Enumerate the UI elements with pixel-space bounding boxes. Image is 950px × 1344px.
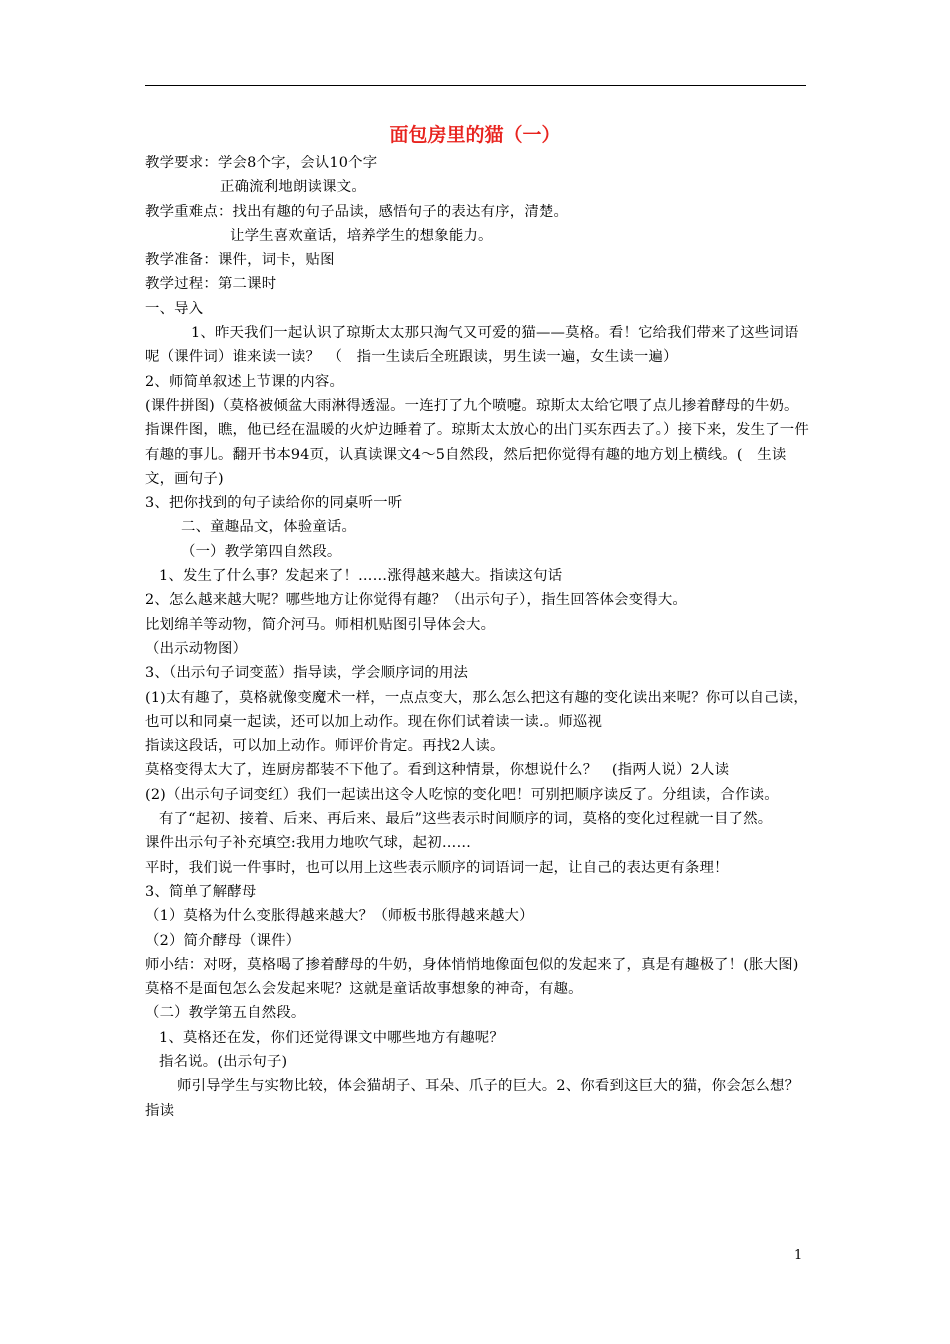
paragraph: 莫格变得太大了，连厨房都装不下他了。看到这种情景，你想说什么？ (指两人说）2人读 — [145, 762, 730, 779]
paragraph: 教学过程：第二课时 — [145, 276, 277, 293]
paragraph: 1、莫格还在发，你们还觉得课文中哪些地方有趣呢？ — [159, 1029, 504, 1046]
paragraph: （1）莫格为什么变胀得越来越大？（师板书胀得越来越大） — [145, 908, 534, 925]
paragraph: （一）教学第四自然段。 — [181, 543, 342, 560]
paragraph: （2）简介酵母（课件） — [145, 932, 301, 949]
paragraph: 3、简单了解酵母 — [145, 883, 257, 900]
paragraph: (2)（出示句子词变红）我们一起读出这令人吃惊的变化吧！可别把顺序读反了。分组读，合作读。 — [145, 786, 779, 803]
document-body — [145, 151, 810, 1123]
paragraph: 2、怎么越来越大呢？哪些地方让你觉得有趣？（出示句子），指生回答体会变得大。 — [145, 592, 688, 609]
paragraph: （出示动物图） — [145, 640, 248, 657]
paragraph: 平时，我们说一件事时，也可以用上这些表示顺序的词语词一起，让自己的表达更有条理！ — [145, 859, 729, 876]
paragraph: (1)太有趣了，莫格就像变魔术一样，一点点变大，那么怎么把这有趣的变化读出来呢？你可以自己读，也可以和同桌一起读，还可以加上动作。现在你们试着读一读.。师巡视 — [145, 689, 808, 730]
paragraph: 师引导学生与实物比较，体会猫胡子、耳朵、爪子的巨大。2、你看到这巨大的猫，你会怎么想？指读 — [145, 1078, 800, 1119]
paragraph: 让学生喜欢童话，培养学生的想象能力。 — [230, 227, 493, 244]
paragraph: 3、把你找到的句子读给你的同桌听一听 — [145, 495, 403, 512]
paragraph: 比划绵羊等动物，简介河马。师相机贴图引导体会大。 — [145, 616, 496, 633]
paragraph: (课件拼图)（莫格被倾盆大雨淋得透湿。一连打了九个喷嚏。琼斯太太给它喂了点儿掺着酵母的牛奶。指课件图，瞧，他已经在温暖的火炉边睡着了。琼斯太太放心的出门买东西去了。）接下来，发生了一件有趣的事儿。翻开书本94页，认真读课文4～5自然段，然后把你觉得有趣的地方划上横线。( 生读文，画句子) — [145, 397, 809, 487]
paragraph: 师小结：对呀，莫格喝了掺着酵母的牛奶，身体悄悄地像面包似的发起来了，真是有趣极了！(胀大图) — [145, 956, 799, 973]
paragraph: 1、昨天我们一起认识了琼斯太太那只淘气又可爱的猫——莫格。看！它给我们带来了这些词语呢（课件词）谁来读一读？ （ 指一生读后全班跟读，男生读一遍，女生读一遍） — [145, 325, 799, 366]
paragraph: 指名说。(出示句子) — [159, 1053, 288, 1070]
paragraph: 二、童趣品文，体验童话。 — [181, 519, 357, 536]
paragraph: 教学准备：课件，词卡，贴图 — [145, 252, 335, 269]
paragraph: 一、导入 — [145, 300, 204, 317]
paragraph: 指读这段话，可以加上动作。师评价肯定。再找2人读。 — [145, 738, 505, 755]
paragraph: 教学重难点：找出有趣的句子品读，感悟句子的表达有序，清楚。 — [145, 203, 569, 220]
paragraph: （二）教学第五自然段。 — [145, 1005, 306, 1022]
paragraph: 2、师简单叙述上节课的内容。 — [145, 373, 345, 390]
paragraph: 3、（出示句子词变蓝）指导读，学会顺序词的用法 — [145, 665, 469, 682]
page-number: 1 — [794, 1248, 803, 1263]
header-rule — [145, 85, 806, 86]
paragraph: 课件出示句子补充填空:我用力地吹气球，起初…… — [145, 835, 472, 852]
paragraph: 1、发生了什么事？发起来了！……涨得越来越大。指读这句话 — [159, 568, 563, 585]
paragraph: 教学要求：学会8个字，会认10个字 — [145, 155, 378, 171]
paragraph: 莫格不是面包怎么会发起来呢？这就是童话故事想象的神奇，有趣。 — [145, 981, 583, 998]
paragraph: 有了“起初、接着、后来、再后来、最后”这些表示时间顺序的词，莫格的变化过程就一目了然。 — [159, 811, 773, 828]
paragraph: 正确流利地朗读课文。 — [220, 179, 366, 196]
page-title: 面包房里的猫（一） — [389, 124, 561, 146]
